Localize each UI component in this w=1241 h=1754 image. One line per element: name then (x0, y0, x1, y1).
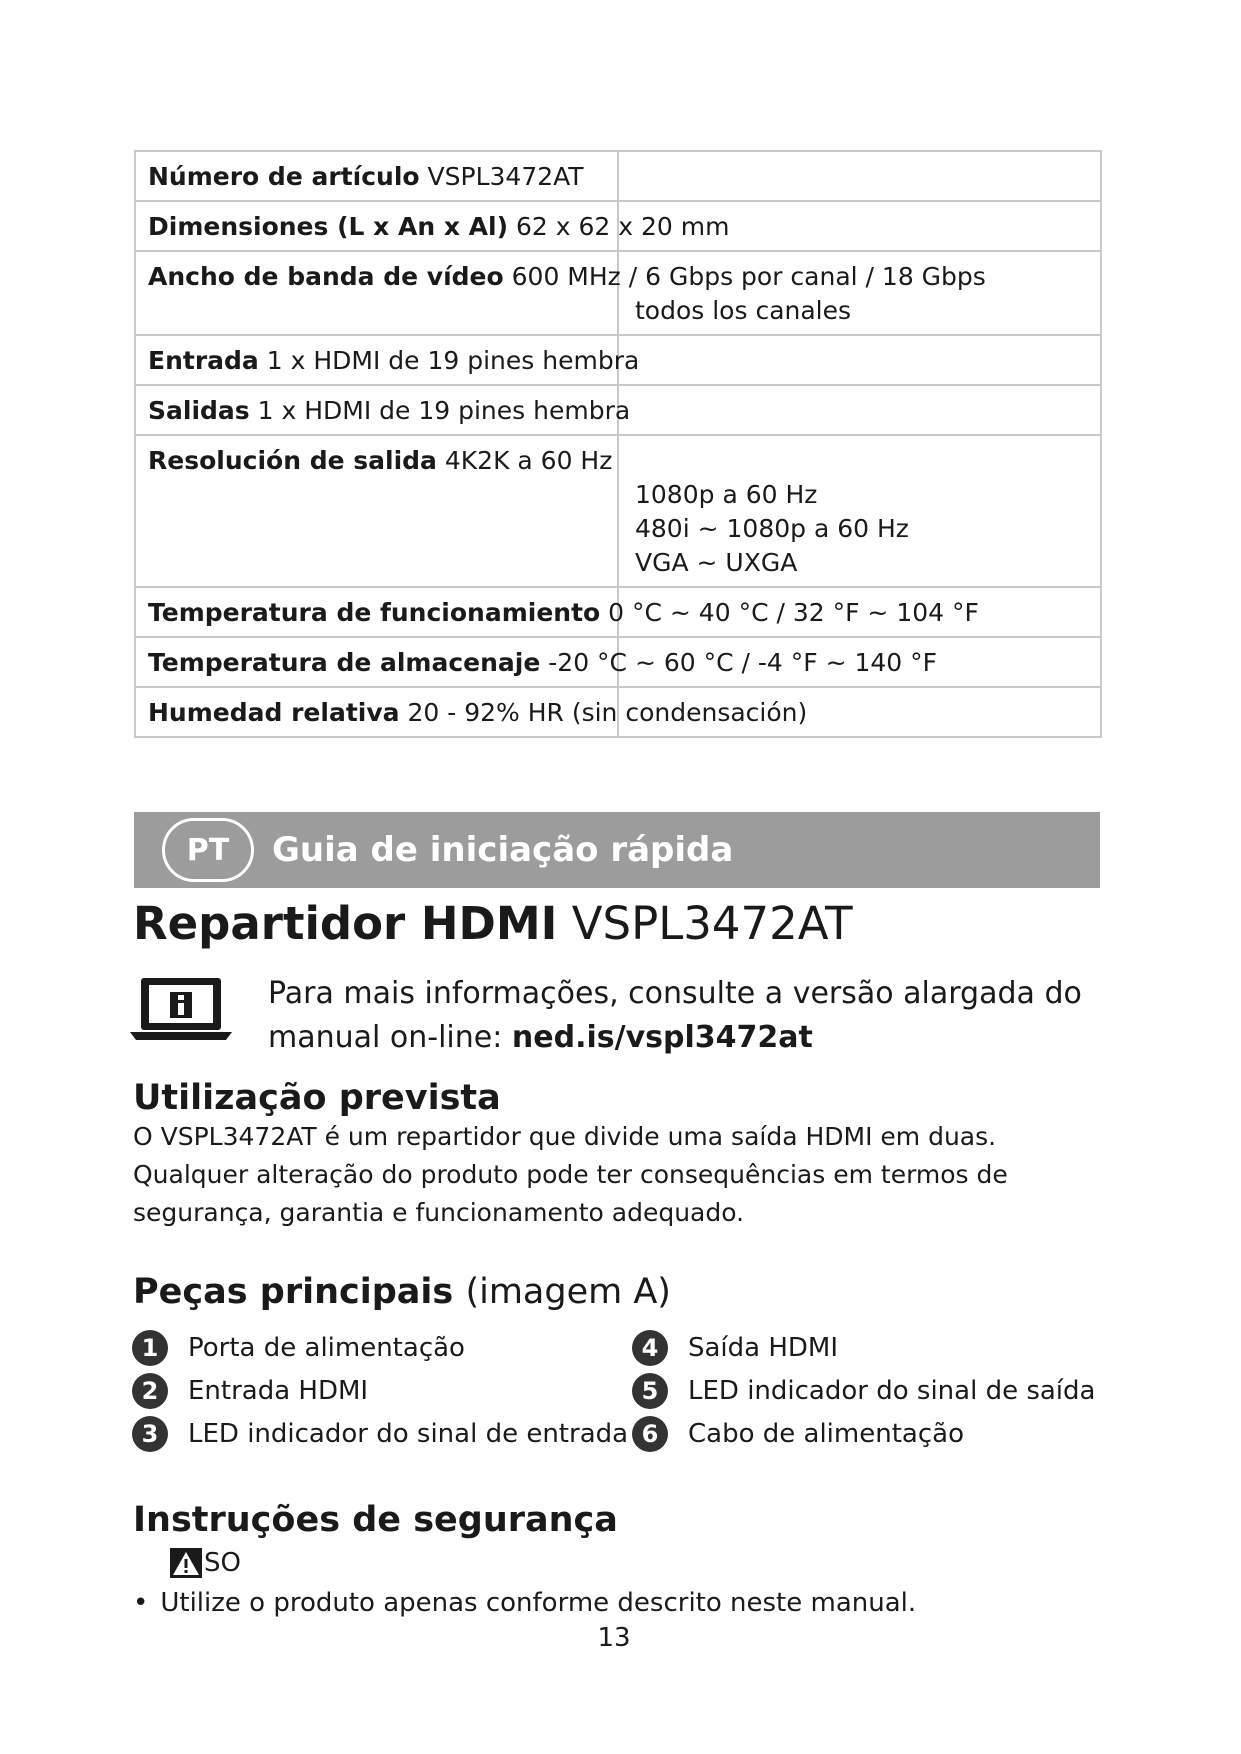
spec-label: Entrada (148, 346, 259, 375)
intended-use-line: segurança, garantia e funcionamento adequado. (133, 1198, 745, 1227)
product-name: Repartidor HDMI (133, 897, 558, 950)
spec-row (135, 435, 1101, 587)
spec-cell-main (135, 587, 979, 637)
spec-row (135, 151, 1101, 201)
part-label: LED indicador do sinal de saída (688, 1376, 1096, 1406)
spec-value: 20 - 92% HR (sin condensación) (407, 698, 808, 727)
part-item (632, 1330, 838, 1366)
laptop-info-icon (130, 974, 232, 1044)
manual-info-text (268, 972, 1082, 1060)
spec-row (135, 637, 1101, 687)
part-label: LED indicador do sinal de entrada (188, 1419, 629, 1449)
manual-info-line1: Para mais informações, consulte a versão alargada do (268, 976, 1082, 1011)
safety-bullet-text: Utilize o produto apenas conforme descrito neste manual. (160, 1588, 917, 1618)
spec-value: VSPL3472AT (427, 162, 584, 191)
main-parts-heading (133, 1270, 671, 1314)
spec-value: 0 °C ~ 40 °C / 32 °F ~ 104 °F (608, 598, 979, 627)
part-label: Entrada HDMI (188, 1376, 369, 1406)
part-number-badge: 4 (632, 1330, 668, 1366)
spec-cell-extra (618, 435, 1101, 587)
main-parts-title: Peças principais (133, 1272, 454, 1312)
spec-table (134, 150, 1102, 738)
spec-cell-extra (618, 151, 1101, 201)
safety-bullet (133, 1585, 916, 1621)
spec-cell-main (135, 435, 618, 587)
spec-label: Temperatura de funcionamiento (148, 598, 601, 627)
spec-row (135, 687, 1101, 737)
warning-icon (170, 1548, 202, 1578)
part-item (132, 1373, 368, 1409)
intended-use-text (133, 1118, 1008, 1232)
part-number-badge: 3 (132, 1416, 168, 1452)
part-item (632, 1373, 1095, 1409)
manual-link[interactable]: ned.is/vspl3472at (511, 1020, 813, 1055)
spec-value: 1 x HDMI de 19 pines hembra (266, 346, 640, 375)
spec-label: Temperatura de almacenaje (148, 648, 541, 677)
intended-use-line: Qualquer alteração do produto pode ter consequências em termos de (133, 1160, 1008, 1189)
intended-use-line: O VSPL3472AT é um repartidor que divide uma saída HDMI em duas. (133, 1122, 997, 1151)
spec-label: Dimensiones (L x An x Al) (148, 212, 508, 241)
bullet-dot: • (133, 1588, 149, 1618)
part-item (632, 1416, 964, 1452)
part-number-badge: 2 (132, 1373, 168, 1409)
spec-extra-line: 1080p a 60 Hz (635, 480, 818, 509)
part-number-badge: 1 (132, 1330, 168, 1366)
spec-label: Resolución de salida (148, 446, 437, 475)
page-number: 13 (597, 1623, 631, 1653)
spec-value: -20 °C ~ 60 °C / -4 °F ~ 140 °F (548, 648, 938, 677)
spec-label: Ancho de banda de vídeo (148, 262, 504, 291)
spec-extra-line: 480i ~ 1080p a 60 Hz (635, 514, 909, 543)
main-parts-subtitle: (imagem A) (465, 1272, 671, 1312)
spec-cell-main (135, 151, 618, 201)
spec-value: 62 x 62 x 20 mm (515, 212, 730, 241)
spec-value: 600 MHz / 6 Gbps por canal / 18 Gbps (511, 262, 986, 291)
spec-cell-main (135, 687, 808, 737)
spec-label: Salidas (148, 396, 250, 425)
language-badge: PT (162, 818, 254, 882)
spec-row (135, 587, 1101, 637)
product-title (133, 894, 853, 954)
spec-row (135, 335, 1101, 385)
part-number-badge: 5 (632, 1373, 668, 1409)
part-label: Porta de alimentação (188, 1333, 465, 1363)
spec-row (135, 251, 1101, 335)
spec-cell-main (135, 201, 730, 251)
spec-extra-line: VGA ~ UXGA (635, 548, 798, 577)
banner-title: Guia de iniciação rápida (272, 830, 734, 870)
spec-label: Número de artículo (148, 162, 420, 191)
spec-cell-main (135, 637, 938, 687)
spec-cell-extra (618, 385, 1101, 435)
spec-cell-main (135, 335, 640, 385)
product-model: VSPL3472AT (571, 897, 853, 950)
spec-value: 1 x HDMI de 19 pines hembra (257, 396, 631, 425)
language-banner (134, 812, 1100, 888)
part-item (132, 1416, 628, 1452)
spec-row (135, 201, 1101, 251)
spec-row (135, 385, 1101, 435)
warning-line (170, 1546, 241, 1580)
part-item (132, 1330, 465, 1366)
manual-info-prefix: manual on-line: (268, 1020, 503, 1055)
part-number-badge: 6 (632, 1416, 668, 1452)
intended-use-heading: Utilização prevista (133, 1078, 501, 1118)
safety-heading: Instruções de segurança (133, 1500, 618, 1540)
spec-label: Humedad relativa (148, 698, 400, 727)
spec-cell-extra (618, 335, 1101, 385)
spec-extra-line: todos los canales (635, 296, 852, 325)
spec-cell-main (135, 385, 631, 435)
part-label: Cabo de alimentação (688, 1419, 964, 1449)
warning-text: SO (204, 1548, 241, 1578)
part-label: Saída HDMI (688, 1333, 839, 1363)
spec-value: 4K2K a 60 Hz (444, 446, 613, 475)
